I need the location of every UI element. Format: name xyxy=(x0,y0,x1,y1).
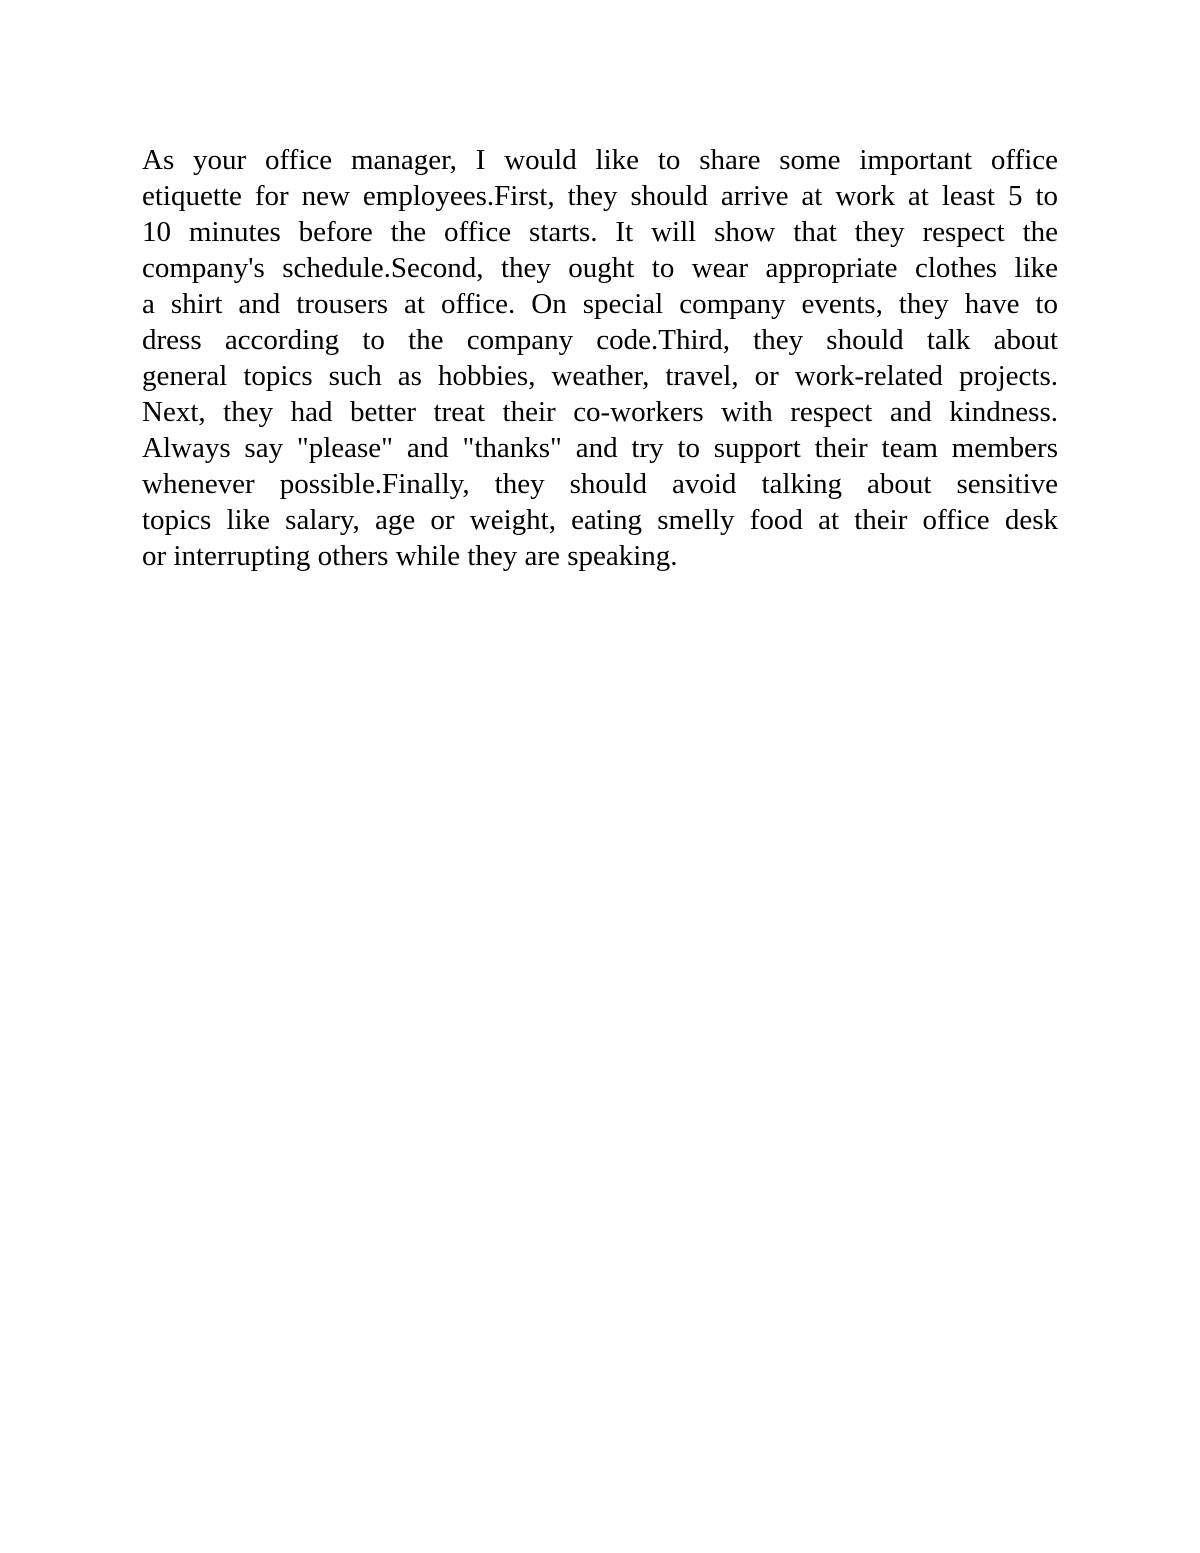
text-line: Always say "please" and "thanks" and try to support their team members xyxy=(142,432,1058,464)
text-line: company's schedule.Second, they ought to wear appropriate clothes like xyxy=(142,252,1058,284)
text-line: topics like salary, age or weight, eating smelly food at their office desk xyxy=(142,504,1058,536)
text-line: general topics such as hobbies, weather, travel, or work-related projects. xyxy=(142,360,1058,392)
text-line: As your office manager, I would like to share some important office xyxy=(142,144,1058,176)
text-line: etiquette for new employees.First, they should arrive at work at least 5 to xyxy=(142,180,1058,212)
body-paragraph xyxy=(142,142,1058,574)
text-line: a shirt and trousers at office. On special company events, they have to xyxy=(142,288,1058,320)
text-line: 10 minutes before the office starts. It will show that they respect the xyxy=(142,216,1058,248)
text-line: whenever possible.Finally, they should avoid talking about sensitive xyxy=(142,468,1058,500)
text-line: dress according to the company code.Third, they should talk about xyxy=(142,324,1058,356)
text-line: or interrupting others while they are speaking. xyxy=(142,540,678,572)
text-line: Next, they had better treat their co-workers with respect and kindness. xyxy=(142,396,1058,428)
